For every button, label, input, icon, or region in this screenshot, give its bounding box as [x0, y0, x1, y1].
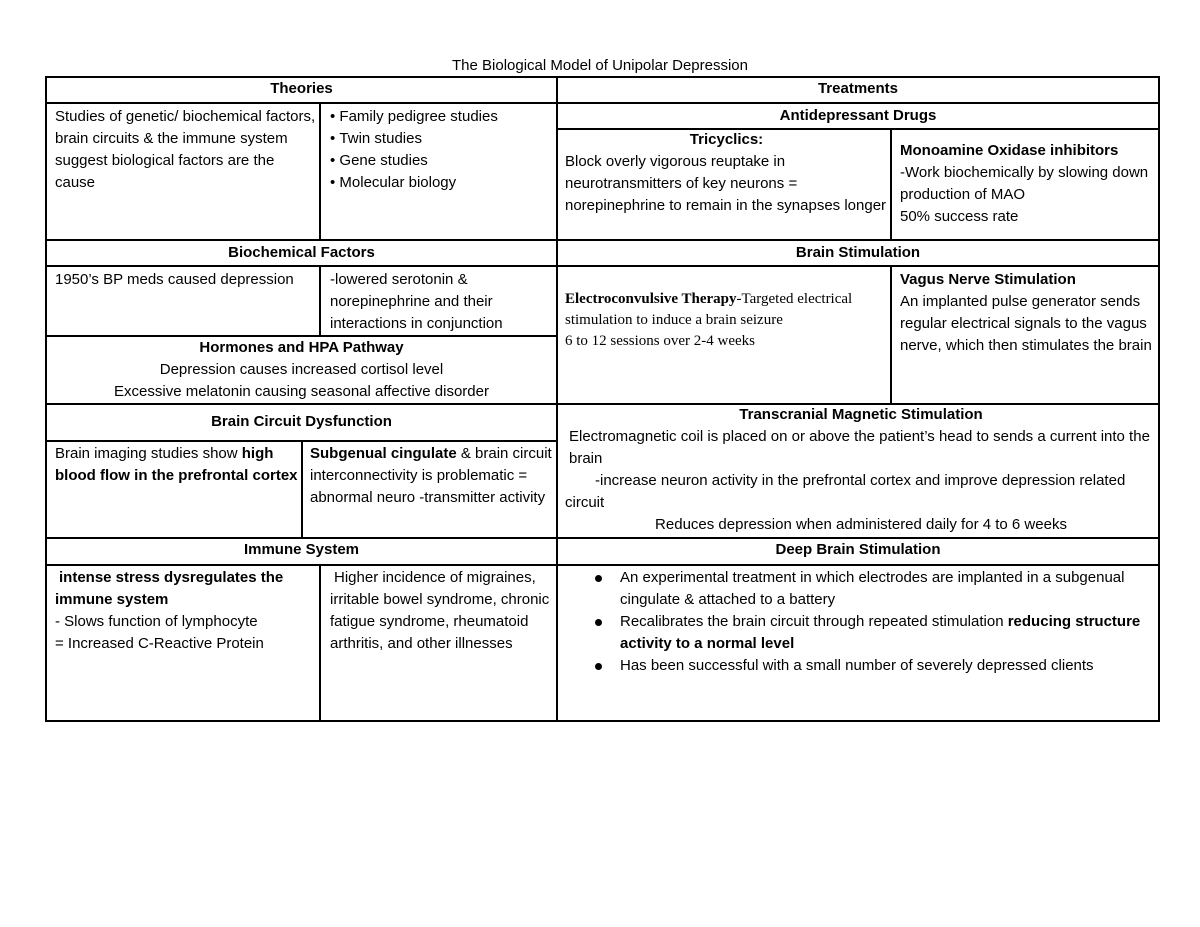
- dbs-bullet-bold: reducing structure activity to a normal level: [620, 613, 1141, 652]
- tricyclics-cell: [565, 129, 888, 239]
- immune-left-bold: intense stress dysregulates the immune system: [55, 569, 284, 608]
- brain-circuit-left: [55, 443, 299, 536]
- dbs-bullet-text: Has been successful with a small number of severely depressed clients: [620, 657, 1094, 674]
- list-item: [568, 611, 1156, 655]
- dbs-bullet-text: Recalibrates the brain circuit through repeated stimulation: [620, 613, 1008, 630]
- list-item: • Molecular biology: [330, 172, 554, 194]
- list-item: • Family pedigree studies: [330, 106, 554, 128]
- tms-cell: [565, 404, 1157, 536]
- maoi-text: -Work biochemically by slowing down production of MAO: [900, 164, 1149, 203]
- vns-text: An implanted pulse generator sends regular electrical signals to the vagus nerve, which then stimulates the brain: [900, 293, 1152, 354]
- ect-sessions: 6 to 12 sessions over 2-4 weeks: [565, 333, 755, 349]
- deep-brain-stimulation-header: Deep Brain Stimulation: [775, 541, 941, 558]
- antidepressant-drugs-header: Antidepressant Drugs: [779, 107, 937, 124]
- ect-cell: [565, 289, 888, 401]
- maoi-cell: [900, 140, 1156, 239]
- tricyclics-title: Tricyclics:: [689, 131, 764, 148]
- immune-right: [330, 567, 554, 717]
- treatments-header: Treatments: [817, 80, 899, 97]
- brain-circuit-right-bold: Subgenual cingulate: [310, 445, 457, 462]
- ect-title: Electroconvulsive Therapy: [565, 291, 737, 307]
- immune-left-line: = Increased C-Reactive Protein: [55, 635, 264, 652]
- hormones-line: Depression causes increased cortisol level: [159, 361, 444, 378]
- dbs-cell: [568, 567, 1156, 717]
- biochemical-right: -lowered serotonin & norepinephrine and their interactions in conjunction: [330, 271, 503, 332]
- maoi-title: Monoamine Oxidase inhibitors: [900, 142, 1119, 159]
- brain-circuit-left-text: Brain imaging studies show: [55, 445, 242, 462]
- immune-left: [55, 567, 317, 717]
- brain-circuit-left-bold: high blood flow in the prefrontal cortex: [55, 445, 298, 484]
- ect-text: -Targeted electrical stimulation to induce a brain seizure: [565, 291, 853, 328]
- list-item: • Twin studies: [330, 128, 554, 150]
- vns-title: Vagus Nerve Stimulation: [900, 271, 1076, 288]
- tms-line: Electromagnetic coil is placed on or above the patient’s head to sends a current into the brain: [569, 428, 1150, 467]
- immune-right-text: Higher incidence of migraines, irritable bowel syndrome, chronic fatigue syndrome, rheumatoid arthritis, and other illnesses: [330, 569, 550, 652]
- immune-system-header: Immune System: [243, 541, 360, 558]
- brain-circuit-right-text: & brain circuit interconnectivity is problematic = abnormal neuro -transmitter activity: [310, 445, 552, 506]
- tms-line: -increase neuron activity in the prefrontal cortex and improve depression related circuit: [565, 472, 1126, 511]
- document-title: The Biological Model of Unipolar Depression: [452, 57, 748, 74]
- brain-circuit-header: Brain Circuit Dysfunction: [211, 413, 392, 430]
- theories-header: Theories: [270, 80, 333, 97]
- hormones-header: Hormones and HPA Pathway: [199, 339, 404, 356]
- hormones-cell: [47, 337, 556, 403]
- biochemical-factors-header: Biochemical Factors: [228, 244, 375, 261]
- list-item: [568, 567, 1156, 611]
- tms-line: Reduces depression when administered daily for 4 to 6 weeks: [655, 516, 1067, 533]
- brain-stimulation-header: Brain Stimulation: [795, 244, 921, 261]
- theories-intro: Studies of genetic/ biochemical factors, brain circuits & the immune system suggest biological factors are the cause: [55, 108, 316, 191]
- brain-circuit-right: [310, 443, 555, 536]
- list-item: • Gene studies: [330, 150, 554, 172]
- dbs-bullet-list: [568, 567, 1156, 677]
- tms-header: Transcranial Magnetic Stimulation: [739, 406, 983, 423]
- biochemical-left: 1950’s BP meds caused depression: [55, 271, 294, 288]
- tricyclics-text: Block overly vigorous reuptake in neurotransmitters of key neurons = norepinephrine to remain in the synapses longer: [565, 153, 887, 214]
- immune-left-line: - Slows function of lymphocyte: [55, 613, 258, 630]
- maoi-success-rate: 50% success rate: [900, 208, 1019, 225]
- vns-cell: [900, 269, 1156, 401]
- hormones-line: Excessive melatonin causing seasonal affective disorder: [114, 383, 489, 400]
- dbs-bullet-text: An experimental treatment in which electrodes are implanted in a subgenual cingulate & attached to a battery: [620, 569, 1125, 608]
- theories-bullet-list: [330, 106, 554, 238]
- list-item: [568, 655, 1156, 677]
